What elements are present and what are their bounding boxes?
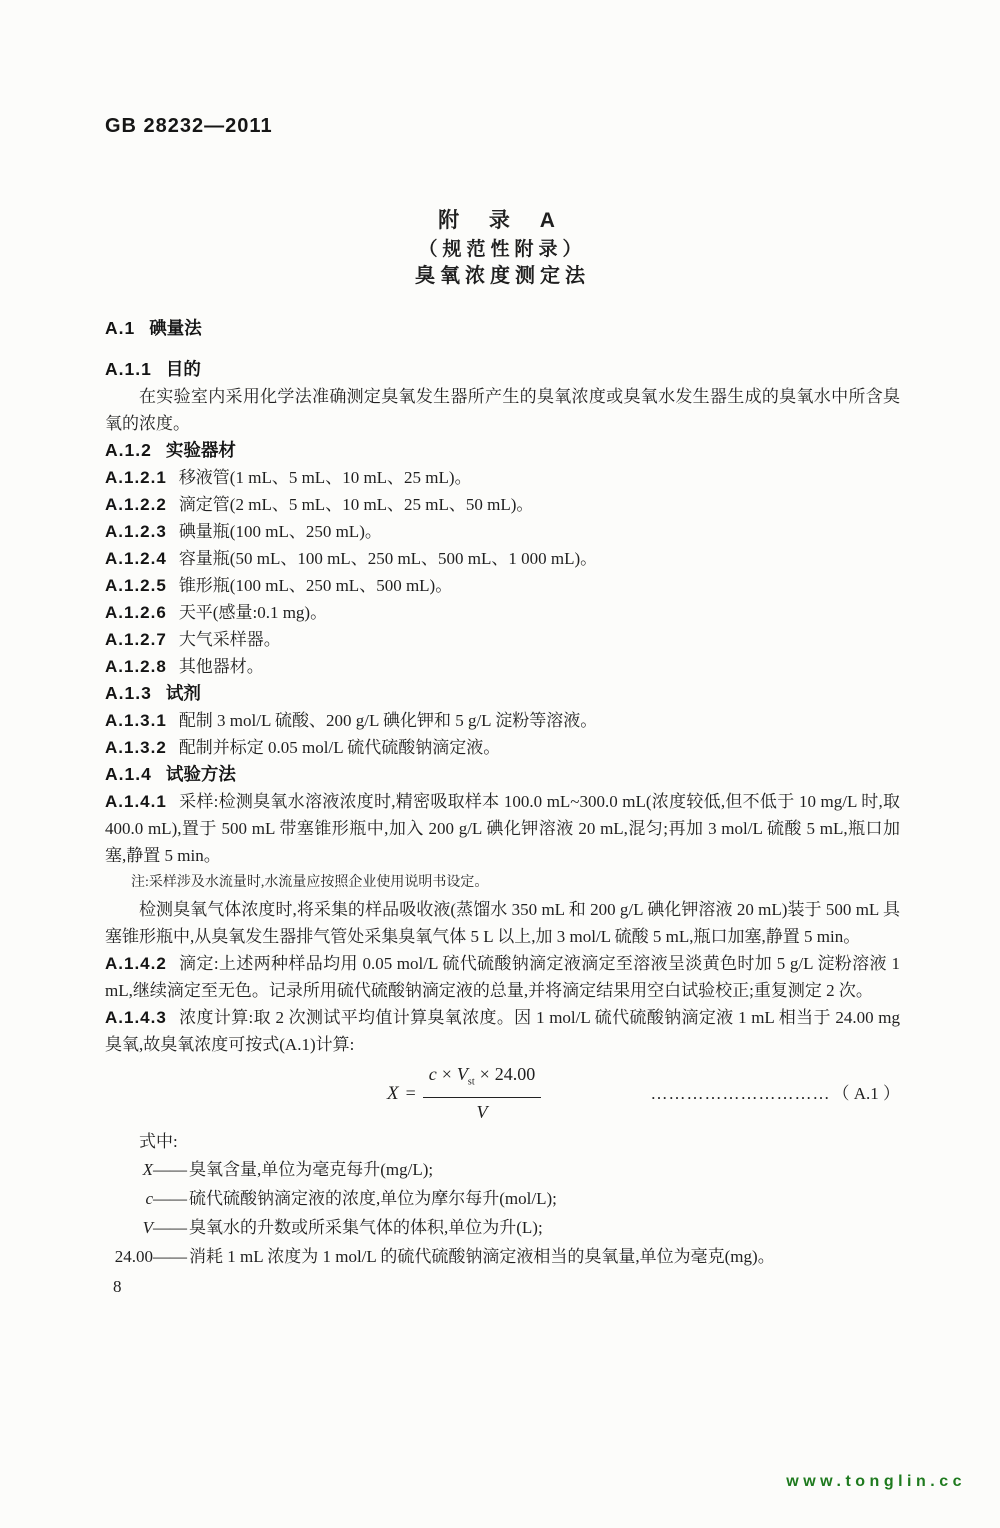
list-item — [105, 707, 900, 734]
list-item — [105, 545, 900, 572]
clause-number: A.1.2.7 — [105, 630, 167, 649]
paragraph-purpose: 在实验室内采用化学法准确测定臭氧发生器所产生的臭氧浓度或臭氧水发生器生成的臭氧水中所含臭氧的浓度。 — [105, 387, 900, 433]
paragraph-text: 滴定:上述两种样品均用 0.05 mol/L 硫代硫酸钠滴定液滴定至溶液呈淡黄色时加 5 g/L 淀粉溶液 1 mL,继续滴定至无色。记录所用硫代硫酸钠滴定液的总量,并将滴定结果用空白试验校正;重复测定 2 次。 — [105, 954, 900, 1000]
list-item-text: 其他器材。 — [178, 657, 264, 676]
paragraph-text: 浓度计算:取 2 次测试平均值计算臭氧浓度。因 1 mol/L 硫代硫酸钠滴定液 1 mL 相当于 24.00 mg 臭氧,故臭氧浓度可按式(A.1)计算: — [105, 1008, 900, 1054]
var-v: V — [476, 1101, 488, 1122]
clause-number: A.1.2.8 — [105, 657, 167, 676]
appendix-title: 附 录 A — [438, 209, 567, 232]
formula-leader — [541, 1080, 900, 1107]
definition-dash: —— — [153, 1247, 187, 1266]
list-item — [105, 599, 900, 626]
clause-title: 实验器材 — [165, 440, 236, 460]
definition-term: V — [142, 1218, 153, 1237]
formula-expression — [387, 1063, 541, 1123]
list-item-text: 滴定管(2 mL、5 mL、10 mL、25 mL、50 mL)。 — [178, 495, 534, 514]
clause-title: 碘量法 — [149, 318, 202, 338]
definition-desc: 消耗 1 mL 浓度为 1 mol/L 的硫代硫酸钠滴定液相当的臭氧量,单位为毫克(mg)。 — [189, 1247, 775, 1266]
definition-desc: 臭氧水的升数或所采集气体的体积,单位为升(L); — [189, 1218, 543, 1237]
definition-term: X — [142, 1160, 153, 1179]
clause-number: A.1.2.1 — [105, 468, 167, 487]
document-page — [0, 114, 1000, 1300]
list-item — [105, 626, 900, 653]
constant-24: 24.00 — [494, 1064, 536, 1085]
formula-a1-row — [105, 1064, 900, 1122]
list-item — [105, 653, 900, 680]
definition-dash: —— — [153, 1160, 187, 1179]
clause-number: A.1.1 — [105, 359, 152, 379]
definition-row — [95, 1155, 900, 1184]
fraction-numerator — [423, 1063, 541, 1098]
reagent-list — [105, 707, 900, 761]
paragraph-a143 — [105, 1004, 900, 1058]
list-item-text: 配制并标定 0.05 mol/L 硫代硫酸钠滴定液。 — [178, 738, 501, 757]
equals-sign: = — [405, 1082, 416, 1103]
clause-title: 试剂 — [165, 683, 201, 703]
clause-title: 目的 — [165, 359, 201, 379]
standard-number: GB 28232—2011 — [105, 115, 273, 137]
list-item-text: 锥形瓶(100 mL、250 mL、500 mL)。 — [178, 576, 453, 595]
list-item-text: 移液管(1 mL、5 mL、10 mL、25 mL)。 — [178, 468, 472, 487]
clause-number: A.1.2.2 — [105, 495, 167, 514]
definition-dash: —— — [153, 1218, 187, 1237]
list-item-text: 天平(感量:0.1 mg)。 — [178, 603, 328, 622]
page-number: 8 — [113, 1277, 122, 1296]
clause-number: A.1.2.6 — [105, 603, 167, 622]
appendix-subtitle: （规范性附录） — [418, 239, 587, 260]
section-heading-a11 — [105, 356, 900, 383]
clause-number: A.1.3.2 — [105, 738, 167, 757]
multiply-sign: × — [479, 1064, 490, 1085]
definition-term: 24.00 — [114, 1247, 153, 1266]
appendix-name: 臭氧浓度测定法 — [415, 265, 590, 287]
fraction-denominator — [423, 1098, 541, 1123]
var-c: c — [428, 1064, 437, 1085]
multiply-sign: × — [441, 1064, 452, 1085]
clause-number: A.1.4.3 — [105, 1008, 167, 1027]
paragraph-a141 — [105, 788, 900, 869]
definition-row — [95, 1242, 900, 1271]
list-item — [105, 491, 900, 518]
list-item-text: 容量瓶(50 mL、100 mL、250 mL、500 mL、1 000 mL)。 — [178, 549, 598, 568]
clause-number: A.1.2.4 — [105, 549, 167, 568]
note-sampling: 注:采样涉及水流量时,水流量应按照企业使用说明书设定。 — [131, 875, 489, 890]
watermark-url: www.tonglin.cc — [786, 1473, 966, 1490]
subscript-st: st — [467, 1076, 475, 1088]
formula-variable: X — [387, 1082, 399, 1104]
clause-number: A.1.4.1 — [105, 792, 167, 811]
list-item — [105, 734, 900, 761]
paragraph-gas: 检测臭氧气体浓度时,将采集的样品吸收液(蒸馏水 350 mL 和 200 g/L 碘化钾溶液 20 mL)装于 500 mL 具塞锥形瓶中,从臭氧发生器排气管处采集臭氧气体 5 L 以上,加 3 mol/L 硫酸 5 mL,瓶口加塞,静置 5 min。 — [105, 900, 900, 946]
var-v-st: V — [456, 1064, 468, 1085]
clause-number: A.1 — [105, 318, 136, 338]
clause-number: A.1.3 — [105, 683, 152, 703]
list-item — [105, 572, 900, 599]
appendix-title-block — [105, 206, 900, 289]
clause-number: A.1.4.2 — [105, 954, 167, 973]
definition-dash: —— — [153, 1189, 187, 1208]
where-label: 式中: — [139, 1132, 178, 1151]
definition-desc: 臭氧含量,单位为毫克每升(mg/L); — [189, 1160, 434, 1179]
list-item-text: 碘量瓶(100 mL、250 mL)。 — [178, 522, 382, 541]
section-heading-a12 — [105, 437, 900, 464]
paragraph-a142 — [105, 950, 900, 1004]
equipment-list — [105, 464, 900, 680]
list-item — [105, 464, 900, 491]
formula-label: （ A.1 ） — [832, 1083, 900, 1103]
list-item-text: 配制 3 mol/L 硫酸、200 g/L 碘化钾和 5 g/L 淀粉等溶液。 — [178, 711, 598, 730]
list-item-text: 大气采样器。 — [178, 630, 281, 649]
definition-list — [105, 1155, 900, 1271]
clause-number: A.1.2.5 — [105, 576, 167, 595]
definition-row — [95, 1184, 900, 1213]
dots-leader: ………………………… — [650, 1083, 831, 1103]
section-heading-a1 — [105, 315, 900, 342]
clause-number: A.1.4 — [105, 764, 152, 784]
list-item — [105, 518, 900, 545]
definition-term: c — [145, 1189, 153, 1208]
clause-title: 试验方法 — [165, 764, 236, 784]
clause-number: A.1.3.1 — [105, 711, 167, 730]
clause-number: A.1.2 — [105, 440, 152, 460]
section-heading-a14 — [105, 761, 900, 788]
section-heading-a13 — [105, 680, 900, 707]
fraction — [423, 1063, 541, 1123]
clause-number: A.1.2.3 — [105, 522, 167, 541]
definition-row — [95, 1213, 900, 1242]
definition-desc: 硫代硫酸钠滴定液的浓度,单位为摩尔每升(mol/L); — [189, 1189, 557, 1208]
paragraph-text: 采样:检测臭氧水溶液浓度时,精密吸取样本 100.0 mL~300.0 mL(浓度较低,但不低于 10 mg/L 时,取 400.0 mL),置于 500 mL 带塞锥形瓶中,加入 200 g/L 碘化钾溶液 20 mL,混匀;再加 3 mol/L 硫酸 5 mL,瓶口加塞,静置 5 min。 — [105, 792, 900, 865]
